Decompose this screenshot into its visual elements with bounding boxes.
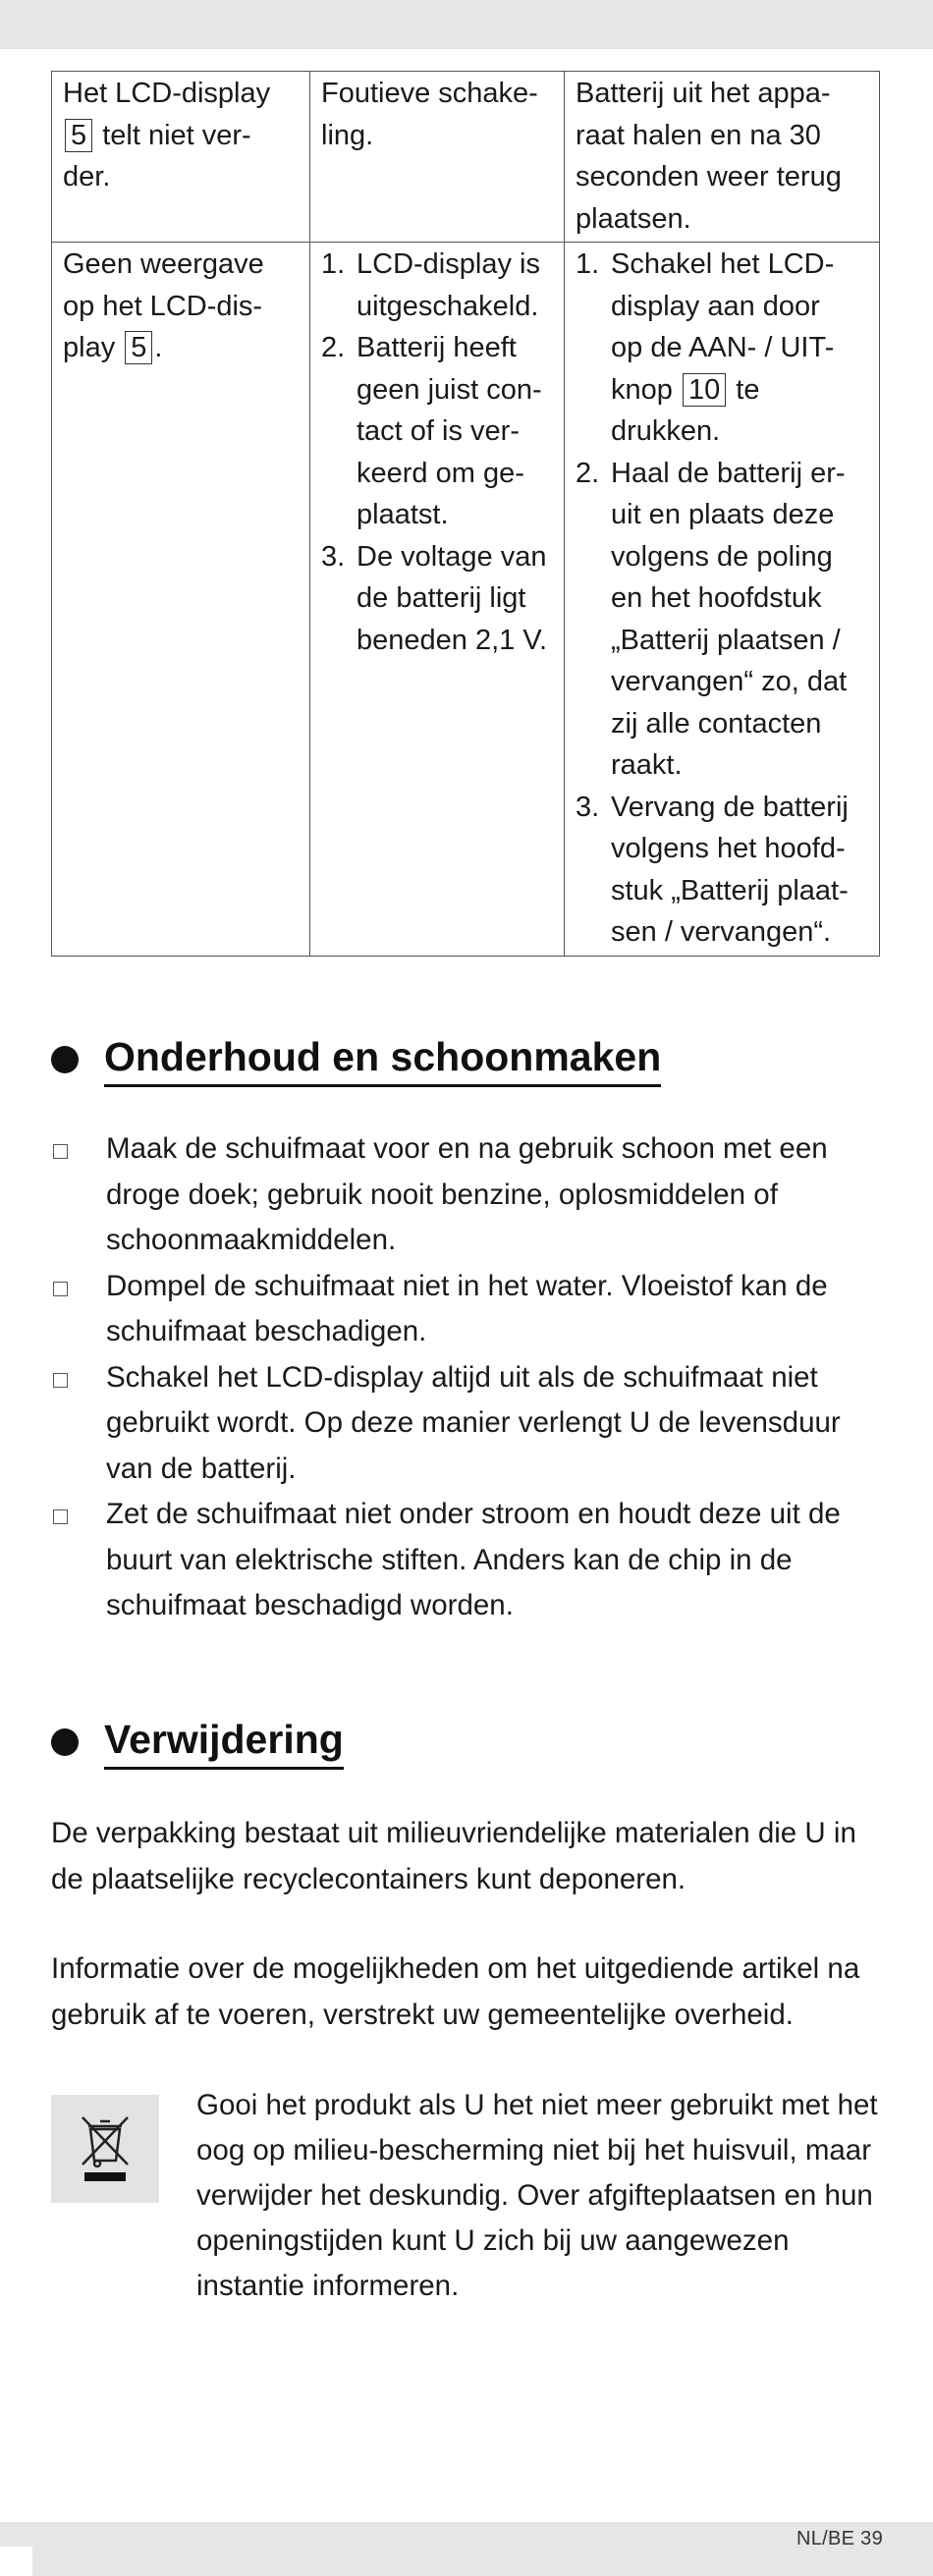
list-item: 3. De voltage van de batterij ligt beneden 2,1 V.: [321, 540, 548, 656]
part-number-box: 10: [683, 373, 726, 407]
bullet-dot-icon: [51, 1728, 79, 1756]
cause-cell: Foutieve schake- ling.: [310, 72, 565, 243]
maintenance-list: [51, 1126, 886, 1629]
problem-cell: Geen weergave op het LCD-dis- play 5 .: [52, 243, 310, 957]
troubleshooting-table: [51, 71, 880, 957]
checkbox-bullet-icon: [53, 1373, 68, 1388]
bottom-margin-bar: [0, 2522, 933, 2576]
solution-list: [576, 244, 869, 954]
disposal-paragraph-information: Informatie over de mogelijkheden om het uitgediende artikel na gebruik af te voeren, verstrekt uw gemeentelijke overheid.: [51, 1952, 860, 2031]
checkbox-bullet-icon: [53, 1282, 68, 1296]
list-item: Dompel de schuifmaat niet in het water. Vloeistof kan de schuifmaat beschadigen.: [51, 1264, 886, 1355]
list-item: 2. Haal de batterij er- uit en plaats deze volgens de poling en het hoofdstuk „Batterij plaatsen / vervangen“ zo, dat zij alle contacten raakt.: [576, 457, 848, 781]
table-row: [52, 72, 880, 243]
disposal-paragraph-packaging: De verpakking bestaat uit milieuvriendelijke materialen die U in de plaatselijke recyclecontainers kunt deponeren.: [51, 1817, 856, 1895]
top-margin-bar: [0, 0, 933, 49]
bullet-dot-icon: [51, 1046, 79, 1073]
list-item: 1. LCD-display is uitgeschakeld.: [321, 248, 540, 322]
table-row: [52, 243, 880, 957]
weee-disposal-text: Gooi het produkt als U het niet meer gebruikt met het oog op milieu-bescherming niet bij het huisvuil, maar verwijder het deskundig. Over afgifteplaatsen en hun openingstijden kunt U zich bij uw aangewezen instantie informeren.: [196, 2089, 878, 2302]
problem-cell: Het LCD-display 5 telt niet ver- der.: [52, 72, 310, 243]
list-item: 3. Vervang de batterij volgens het hoofd- stuk „Batterij plaat- sen / vervangen“.: [576, 791, 849, 948]
checkbox-bullet-icon: [53, 1509, 68, 1524]
crossed-out-wheelie-bin-icon: [51, 2095, 159, 2203]
checkbox-bullet-icon: [53, 1144, 68, 1159]
solution-cell: [565, 243, 880, 957]
list-item: 2. Batterij heeft geen juist con- tact of is ver- keerd om ge- plaatst.: [321, 332, 542, 530]
list-item: Schakel het LCD-display altijd uit als de schuifmaat niet gebruikt wordt. Op deze manier verlengt U de levensduur van de batterij.: [51, 1355, 886, 1493]
cause-list: [321, 244, 554, 661]
page-number: NL/BE 39: [796, 2528, 883, 2549]
part-number-box: 5: [125, 331, 152, 364]
section-heading-disposal: [51, 1714, 344, 1770]
part-number-box: 5: [65, 119, 92, 152]
solution-cell: Batterij uit het appa- raat halen en na 30 seconden weer terug plaatsen.: [565, 72, 880, 243]
section-heading-maintenance: [51, 1031, 661, 1087]
section-title: Onderhoud en schoonmaken: [104, 1031, 661, 1087]
list-item: Maak de schuifmaat voor en na gebruik schoon met een droge doek; gebruik nooit benzine, oplosmiddelen of schoonmaakmiddelen.: [51, 1126, 886, 1264]
section-title: Verwijdering: [104, 1714, 344, 1770]
cause-cell: [310, 243, 565, 957]
list-item: Zet de schuifmaat niet onder stroom en houdt deze uit de buurt van elektrische stiften. Anders kan de chip in de schuifmaat beschadigd worden.: [51, 1492, 886, 1629]
list-item: 1. Schakel het LCD- display aan door op de AAN- / UIT- knop 10 te drukken.: [576, 248, 835, 447]
